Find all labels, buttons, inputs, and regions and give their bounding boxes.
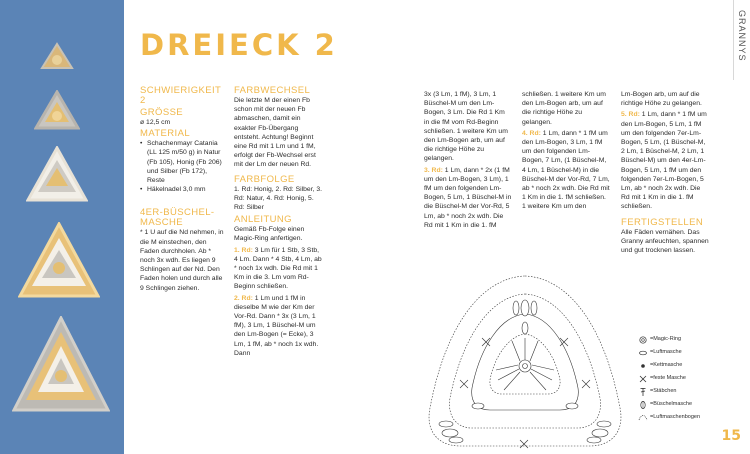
legend-label-chain: =Luftmasche xyxy=(650,349,682,355)
slip-stitch-icon xyxy=(638,362,648,370)
round-3-continued: schließen. 1 weitere Km um den Lm-Bogen arb, um auf die richtige Höhe zu gelangen. xyxy=(522,91,606,126)
column-5 xyxy=(621,90,709,257)
round-3-body: 1 Lm, dann * 2x (1 fM um den Lm-Bogen, 3 Lm), 1 fM um den folgenden Lm-Bogen, 5 Lm, 1 Büschel-M in die Büschel-M der Vor-Rd, 5 Lm, ab * noch 2x wdh. Die Rd mit 1 Km in die 1. fM xyxy=(424,166,512,229)
round-5-text xyxy=(621,110,709,211)
colorseq-text: 1. Rd: Honig, 2. Rd: Silber, 3. Rd: Natur, 4. Rd: Honig, 5. Rd: Silber xyxy=(234,185,323,212)
round-1-body: 3 Lm für 1 Stb, 3 Stb, 4 Lm. Dann * 4 Stb, 4 Lm, ab * noch 1x wdh. Die Rd mit 1 Km in die 3. Lm vom Rd-Beginn schließen. xyxy=(234,246,322,291)
round-4-body: 1 Lm, dann * 1 fM um den Lm-Bogen, 3 Lm, 1 fM um den folgenden Lm-Bogen, 7 Lm, (1 Büschel-M, 4 Lm, 1 Büschel-M) in die Büschel-M der Vor-Rd, 7 Lm, ab * noch 2x wdh. Die Rd mit 1 Km in die 1. fM schließen. 1 weitere Km um den xyxy=(522,129,610,211)
round-4-label: 4. Rd: xyxy=(522,129,541,137)
finishing-text: Alle Fäden vernähen. Das Granny anfeuchten, spannen und gut trocknen lassen. xyxy=(621,228,709,255)
round-4-continued: Lm-Bogen arb, um auf die richtige Höhe zu gelangen. xyxy=(621,91,702,108)
instructions-heading: ANLEITUNG xyxy=(234,214,292,226)
material-heading: MATERIAL xyxy=(140,128,191,140)
size-heading: GRÖSSE xyxy=(140,107,184,118)
legend-label-double-crochet: =Stäbchen xyxy=(650,388,677,394)
material-list xyxy=(140,139,224,194)
section-tab xyxy=(733,0,750,80)
round-1-text xyxy=(234,246,324,292)
motif-round-2-image xyxy=(34,90,80,130)
single-crochet-icon xyxy=(638,375,648,383)
crochet-chart-diagram xyxy=(420,268,630,454)
material-item-hook: • Häkelnadel 3,0 mm xyxy=(140,185,224,194)
legend-item-magic-ring xyxy=(638,336,694,344)
round-1-label: 1. Rd: xyxy=(234,246,253,254)
column-2 xyxy=(234,84,324,360)
chain-icon xyxy=(638,349,648,357)
legend-item-cluster xyxy=(638,401,694,409)
motif-round-3-image xyxy=(26,146,88,202)
column-3 xyxy=(424,90,512,232)
round-5-body: 1 Lm, dann * 1 fM um den Lm-Bogen, 5 Lm, 1 fM um den folgenden 7er-Lm-Bogen, 5 Lm, (1 Büschel-M, 2 Lm, 1 Büschel-M, 2 Lm, 1 Büschel-M) um den 4er-Lm-Bogen, 5 Lm, 1 fM um den folgenden 7er-Lm-Bogen, 5 Lm, ab * noch 2x wdh. Die Rd mit 1 Km in die 1. fM schließen. xyxy=(621,111,707,211)
legend-item-double-crochet xyxy=(638,388,694,396)
colorchange-text: Die letzte M der einen Fb schon mit der neuen Fb abmaschen, damit ein exakter Fb-Übergang entsteht. Achtung! Beginnt eine Rd mit 1 Lm und 1 fM, erfolgt der Fb-Wechsel erst mit der Lm der neuen Rd. xyxy=(234,97,316,169)
motif-round-5-image xyxy=(12,316,110,412)
cluster-icon xyxy=(638,401,648,409)
double-crochet-icon xyxy=(638,388,648,396)
legend-item-single-crochet xyxy=(638,375,694,383)
round-3-text xyxy=(424,166,512,230)
instructions-intro: Gemäß Fb-Folge einen Magic-Ring anfertigen. xyxy=(234,226,305,243)
page-title: DREIECK 2 xyxy=(140,28,338,62)
legend-label-slip-stitch: =Kettmasche xyxy=(650,362,683,368)
difficulty-heading: SCHWIERIGKEIT 2 xyxy=(140,85,222,106)
chart-legend xyxy=(638,336,700,427)
motif-round-1-image xyxy=(40,42,74,70)
motif-round-4-image xyxy=(18,222,100,298)
page-number: 15 xyxy=(721,428,741,444)
photo-panel xyxy=(0,0,124,454)
magic-ring-icon xyxy=(638,336,648,344)
stitch-heading: 4ER-BÜSCHEL-MASCHE xyxy=(140,207,215,229)
legend-item-chain-arc xyxy=(638,414,700,422)
round-2-body: 1 Lm und 1 fM in dieselbe M wie der Km der Vor-Rd. Dann * 3x (3 Lm, 1 fM), 3 Lm, 1 Büschel-M um den Lm-Bogen (= Ecke), 3 Lm, 1 fM, ab * noch 1x wdh. Dann xyxy=(234,294,319,357)
colorseq-heading: FARBFOLGE xyxy=(234,173,295,185)
round-2-text xyxy=(234,294,324,358)
section-tab-label: GRANNYS xyxy=(737,10,747,62)
legend-label-chain-arc: =Luftmaschenbogen xyxy=(650,414,700,420)
chain-arc-icon xyxy=(638,414,648,422)
round-4-text xyxy=(522,129,610,212)
column-1 xyxy=(140,84,224,295)
round-2-continued: 3x (3 Lm, 1 fM), 3 Lm, 1 Büschel-M um den Lm-Bogen, 3 Lm. Die Rd 1 Km in die fM vom Rd-Beginn schließen. 1 weitere Km um den Lm-Bogen arb, um auf die richtige Höhe zu gelangen. xyxy=(424,91,508,163)
round-2-label: 2. Rd: xyxy=(234,294,253,302)
stitch-text: * 1 U auf die Nd nehmen, in die M einstechen, den Faden durchholen. Ab * noch 3x wdh. Es liegen 9 Schlingen auf der Nd. Den Faden holen und durch alle 9 Schlingen ziehen. xyxy=(140,229,224,292)
round-5-label: 5. Rd: xyxy=(621,111,640,119)
legend-label-single-crochet: =feste Masche xyxy=(650,375,686,381)
legend-label-magic-ring: =Magic-Ring xyxy=(650,336,682,342)
colorchange-heading: FARBWECHSEL xyxy=(234,85,311,96)
material-item-yarn: • Schachenmayr Catania (LL 125 m/50 g) in Natur (Fb 105), Honig (Fb 206) und Silber (Fb 172), Reste xyxy=(140,139,224,185)
size-value: ø 12,5 cm xyxy=(140,119,171,126)
legend-label-cluster: =Büschelmasche xyxy=(650,401,693,407)
legend-item-slip-stitch xyxy=(638,362,694,370)
column-4 xyxy=(522,90,610,214)
legend-item-chain xyxy=(638,349,694,357)
finishing-heading: FERTIGSTELLEN xyxy=(621,216,704,228)
round-3-label: 3. Rd: xyxy=(424,166,443,174)
